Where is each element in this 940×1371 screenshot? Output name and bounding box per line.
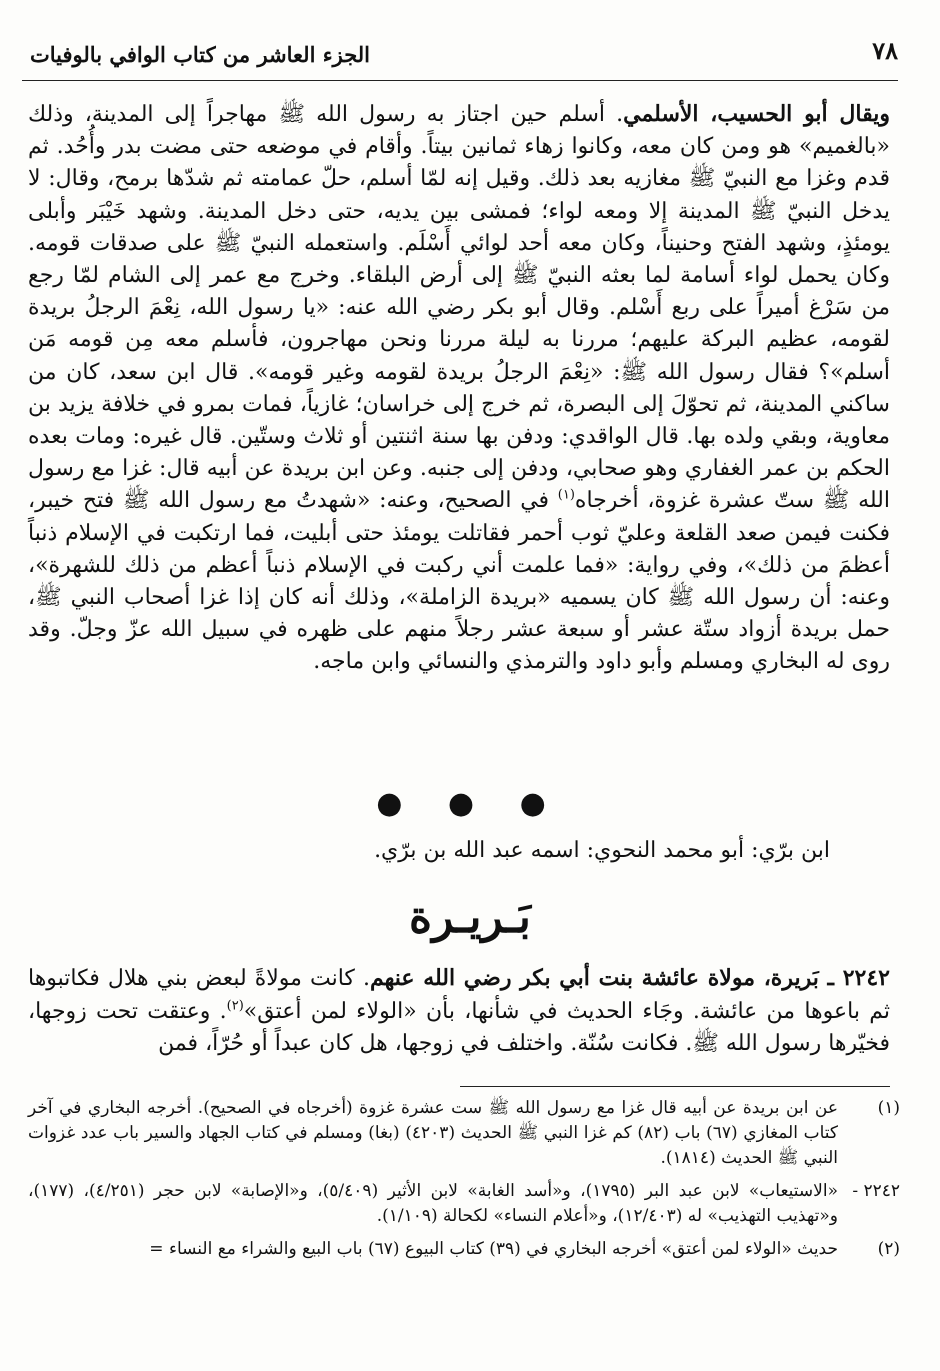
footnote-number: ٢٢٤٢ -	[852, 1181, 900, 1201]
section-heading: بَـريـرة	[409, 892, 531, 943]
running-title: الجزء العاشر من كتاب الوافي بالوفيات	[30, 42, 370, 67]
footnote-number: (١)	[877, 1098, 900, 1118]
footnote	[28, 1237, 900, 1262]
footnote	[28, 1179, 900, 1229]
footnote-text: عن ابن بريدة عن أبيه قال غزا مع رسول الله ﷺ ست عشرة غزوة (أخرجاه في الصحيح). أخرجه البخاري في آخر كتاب المغازي (٦٧) باب (٨٢) كم غزا النبي ﷺ الحديث (٤٢٠٣) (بغا) ومسلم في كتاب الجهاد والسير باب عدد غزوات النبي ﷺ الحديث (١٨١٤).	[28, 1098, 838, 1168]
entry-name-bold: ويقال أبو الحسيب، الأسلمي	[623, 101, 890, 127]
main-text	[28, 98, 890, 679]
footnote-number: (٢)	[877, 1239, 900, 1259]
paragraph-text: . أسلم حين اجتاز به رسول الله ﷺ مهاجراً إلى المدينة، وذلك «بالغميم» هو ومن كان معه، وكانوا زهاء ثمانين بيتاً. وأقام في موضعه حتى مضت بدر وأُحُد. ثم قدم وغزا مع النبيّ ﷺ مغازيه بعد ذلك. وقيل إنه لمّا أسلم، حلّ عمامته ثم شدّها برمح، وقال: لا يدخل النبيّ ﷺ المدينة إلا ومعه لواء؛ فمشى بين يديه، حتى دخل المدينة. وشهد خَيْبَر وأبلى يومئذٍ، وشهد الفتح وحنيناً، وكان معه أحد لوائي أَسْلَم. واستعمله النبيّ ﷺ على صدقات قومه. وكان يحمل لواء أسامة لما بعثه النبيّ ﷺ إلى أرض البلقاء. وخرج مع عمر إلى الشام لمّا رجع من سَرْغ أميراً على ربع أَسْلم. وقال أبو بكر رضي الله عنه: «يا رسول الله، نِعْمَ الرجلُ بريدة لقومه، عظيم البركة عليهم؛ مررنا به ليلة مررنا ونحن مهاجرون، فأسلم معه مِن قومه مَن أسلم»؟ فقال رسول الله ﷺ: «نِعْمَ الرجلُ بريدة لقومه وغير قومه». قال ابن سعد، كان من ساكني المدينة، ثم تحوّلَ إلى البصرة، ثم خرج إلى خراسان؛ غازياً، فمات بمرو في خلافة يزيد بن معاوية، وبقي ولده بها. قال الواقدي: ودفن بها سنة اثنتين أو ثلاث وستّين. قال غيره: ومات بعده الحكم بن عمر الغفاري وهو صحابي، ودفن إلى جنبه. وعن ابن بريدة عن أبيه قال: غزا مع رسول الله ﷺ ستّ عشرة غزوة، أخرجاه	[28, 102, 890, 514]
footnote-text: «الاستيعاب» لابن عبد البر (١٧٩٥)، و«أسد الغابة» لابن الأثير (٥/٤٠٩)، و«الإصابة» لابن حجر (٤/٢٥١)، (١٧٧)، و«تهذيب التهذيب» له (١٢/٤٠٣)، و«أعلام النساء» لكحالة (١/١٠٩).	[28, 1181, 838, 1226]
entry-paragraph	[28, 962, 890, 1061]
paragraph-text-cont: في الصحيح، وعنه: «شهدتُ مع رسول الله ﷺ فتح خيبر، فكنت فيمن صعد القلعة وعليّ ثوب أحمر فقاتلت يومئذ حتى أبليت، فما ارتكبت في الإسلام ذنباً أعظمَ من ذلك»، وفي رواية: «فما علمت أني ركبت في الإسلام ذنباً أعظم من ذلك للشهرة»، وعنه: أن رسول الله ﷺ كان يسميه «بريدة الزاملة»، وذلك أنه كان إذا غزا أصحاب النبي ﷺ، حمل بريدة أزواد ستّة عشر أو سبعة عشر رجلاً منهم على ظهره في سبيل الله عزّ وجلّ. وقد روى له البخاري ومسلم وأبو داود والترمذي والنسائي وابن ماجه.	[28, 488, 890, 675]
entry-text	[28, 962, 890, 1061]
page-number: ٧٨	[872, 36, 898, 65]
footnote-divider	[460, 1086, 890, 1087]
footnotes	[28, 1096, 900, 1270]
cross-reference: ابن برّي: أبو محمد النحوي: اسمه عبد الله بن برّي.	[374, 838, 830, 863]
section-separator: ● ● ●	[376, 786, 564, 821]
footnote-ref-1: (١)	[557, 488, 575, 504]
entry-paragraph-text: . كانت مولاةً لبعض بني هلال فكاتبوها ثم باعوها من عائشة. وجَاء الحديث في شأنها، بأن «الولاء لمن أعتق»	[28, 966, 891, 1024]
entry-title-bold: ٢٢٤٢ ـ بَريرة، مولاة عائشة بنت أبي بكر رضي الله عنهم	[369, 965, 890, 991]
page-header	[22, 30, 898, 81]
footnote-text: حديث «الولاء لمن أعتق» أخرجه البخاري في (٣٩) كتاب البيوع (٦٧) باب البيع والشراء مع النساء =	[149, 1239, 838, 1259]
footnote	[28, 1096, 900, 1171]
entry-paragraph-text-cont: . وعتقت تحت زوجها، فخيّرها رسول الله ﷺ. فكانت سُنّة. واختلف في زوجها، هل كان عبداً أو حُرّاً، فمن	[28, 998, 890, 1056]
footnote-ref-2: (٢)	[226, 998, 244, 1014]
biography-paragraph	[28, 98, 890, 679]
